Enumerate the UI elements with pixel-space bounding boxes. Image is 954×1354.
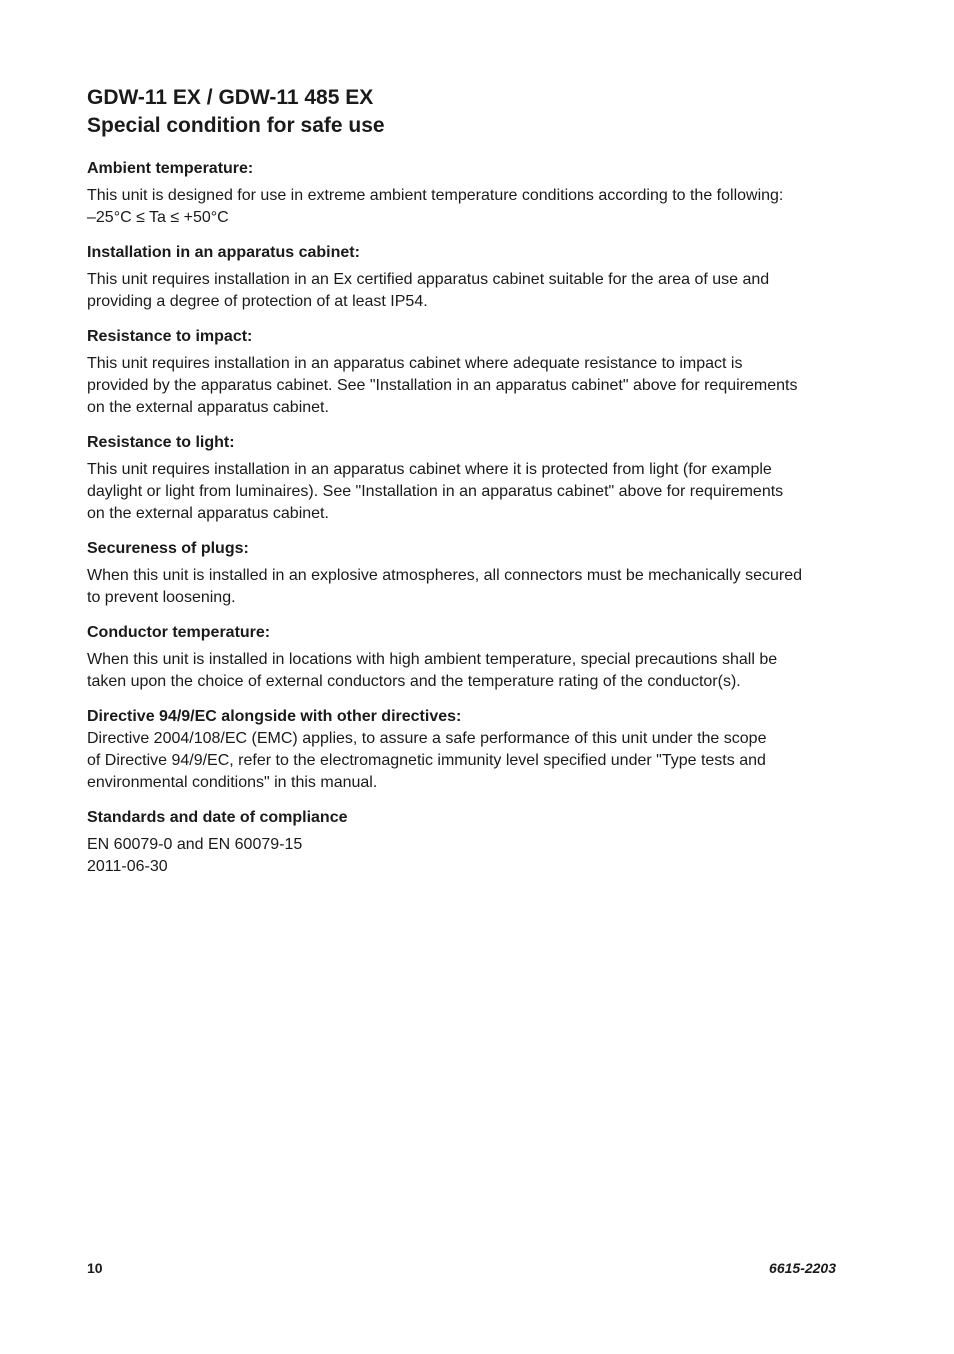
body-line: When this unit is installed in locations with high ambient temperature, special precautions shall be xyxy=(87,651,778,668)
page-number: 10 xyxy=(87,1260,103,1276)
body-line: taken upon the choice of external conductors and the temperature rating of the conductor(s). xyxy=(87,673,741,690)
section-resistance-impact xyxy=(87,326,847,419)
section-heading: Standards and date of compliance xyxy=(87,809,348,826)
body-line: This unit requires installation in an apparatus cabinet where adequate resistance to impact is xyxy=(87,355,743,372)
section-directive xyxy=(87,706,847,794)
body-line: daylight or light from luminaires). See "Installation in an apparatus cabinet" above for requirements xyxy=(87,483,784,500)
page-title xyxy=(87,84,847,140)
body-line: on the external apparatus cabinet. xyxy=(87,505,329,522)
section-body xyxy=(87,649,847,693)
section-body xyxy=(87,459,847,525)
body-line: This unit is designed for use in extreme ambient temperature conditions according to the following: xyxy=(87,187,784,204)
body-line: to prevent loosening. xyxy=(87,589,236,606)
body-line: Directive 2004/108/EC (EMC) applies, to assure a safe performance of this unit under the scope xyxy=(87,730,767,747)
document-page xyxy=(87,84,847,891)
section-body xyxy=(87,353,847,419)
body-line: –25°C ≤ Ta ≤ +50°C xyxy=(87,209,229,226)
section-heading: Installation in an apparatus cabinet: xyxy=(87,244,360,261)
section-heading: Conductor temperature: xyxy=(87,624,271,641)
title-line-1: GDW-11 EX / GDW-11 485 EX xyxy=(87,86,374,109)
body-line: When this unit is installed in an explosive atmospheres, all connectors must be mechanically secured xyxy=(87,567,803,584)
document-number: 6615-2203 xyxy=(769,1260,836,1276)
section-heading: Resistance to light: xyxy=(87,434,235,451)
section-heading: Secureness of plugs: xyxy=(87,540,249,557)
body-line: providing a degree of protection of at least IP54. xyxy=(87,293,428,310)
section-heading: Directive 94/9/EC alongside with other directives: xyxy=(87,708,462,725)
section-resistance-light xyxy=(87,432,847,525)
section-body xyxy=(87,185,847,229)
section-heading: Ambient temperature: xyxy=(87,160,254,177)
body-line: provided by the apparatus cabinet. See "Installation in an apparatus cabinet" above for requirements xyxy=(87,377,798,394)
body-line: of Directive 94/9/EC, refer to the electromagnetic immunity level specified under "Type tests and xyxy=(87,752,766,769)
section-installation-cabinet xyxy=(87,242,847,313)
body-line: This unit requires installation in an Ex certified apparatus cabinet suitable for the area of use and xyxy=(87,271,770,288)
section-body xyxy=(87,269,847,313)
section-heading: Resistance to impact: xyxy=(87,328,253,345)
section-standards xyxy=(87,807,847,878)
section-body xyxy=(87,728,847,794)
body-line: on the external apparatus cabinet. xyxy=(87,399,329,416)
section-body xyxy=(87,565,847,609)
body-line: This unit requires installation in an apparatus cabinet where it is protected from light (for example xyxy=(87,461,772,478)
section-body xyxy=(87,834,847,878)
section-secureness-plugs xyxy=(87,538,847,609)
body-line: EN 60079-0 and EN 60079-15 xyxy=(87,836,303,853)
body-line: environmental conditions" in this manual. xyxy=(87,774,378,791)
section-ambient-temperature xyxy=(87,158,847,229)
body-line: 2011-06-30 xyxy=(87,858,168,875)
section-conductor-temperature xyxy=(87,622,847,693)
title-line-2: Special condition for safe use xyxy=(87,114,385,137)
